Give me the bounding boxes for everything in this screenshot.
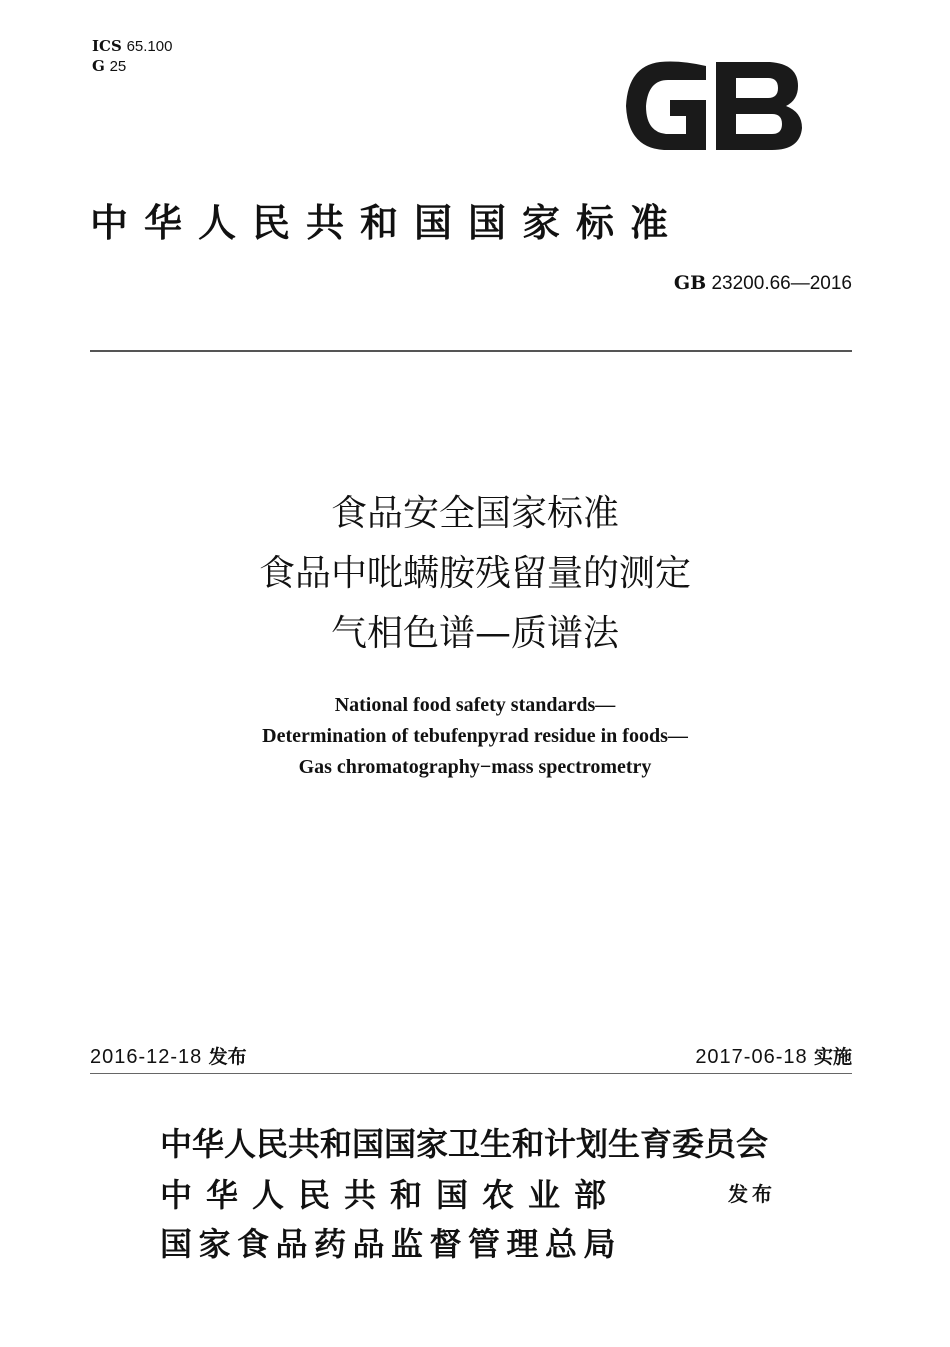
bottom-divider bbox=[90, 1073, 852, 1074]
issuer-health-commission: 中华人民共和国国家卫生和计划生育委员会 bbox=[160, 1125, 769, 1163]
ics-label: ICS bbox=[92, 37, 122, 55]
standard-code: 23200.66—2016 bbox=[711, 273, 852, 294]
issuer-food-drug-administration: 国家食品药品监督管理总局 bbox=[160, 1225, 623, 1263]
ccs-code bbox=[92, 57, 126, 76]
effective-date bbox=[695, 1042, 852, 1069]
title-en-line-2: Determination of tebufenpyrad residue in foods— bbox=[262, 725, 688, 747]
title-cn-line-2: 食品中吡螨胺残留量的测定 bbox=[258, 553, 691, 594]
effective-date-word: 实施 bbox=[813, 1046, 852, 1068]
top-divider bbox=[90, 350, 852, 352]
ccs-label: G bbox=[92, 57, 105, 75]
national-standard-title: 中华人民共和国国家标准 bbox=[90, 200, 685, 245]
issue-date-word: 发布 bbox=[208, 1046, 247, 1068]
standard-prefix: GB bbox=[673, 272, 707, 294]
ccs-number: 25 bbox=[109, 58, 127, 75]
title-en-line-3: Gas chromatography−mass spectrometry bbox=[298, 756, 652, 778]
gb-logo bbox=[620, 58, 806, 154]
issuer-ministry-agriculture: 中华人民共和国农业部 bbox=[160, 1176, 621, 1214]
title-en-line-1: National food safety standards— bbox=[334, 694, 616, 716]
title-cn-line-3: 气相色谱—质谱法 bbox=[330, 613, 619, 654]
ics-code bbox=[92, 37, 172, 56]
ics-number: 65.100 bbox=[126, 38, 173, 55]
issue-date bbox=[90, 1042, 247, 1069]
title-cn-line-1: 食品安全国家标准 bbox=[330, 493, 619, 534]
issue-label: 发布 bbox=[728, 1182, 776, 1206]
standard-number bbox=[674, 272, 852, 295]
effective-date-value: 2017-06-18 bbox=[695, 1046, 808, 1068]
issue-date-value: 2016-12-18 bbox=[90, 1046, 203, 1068]
